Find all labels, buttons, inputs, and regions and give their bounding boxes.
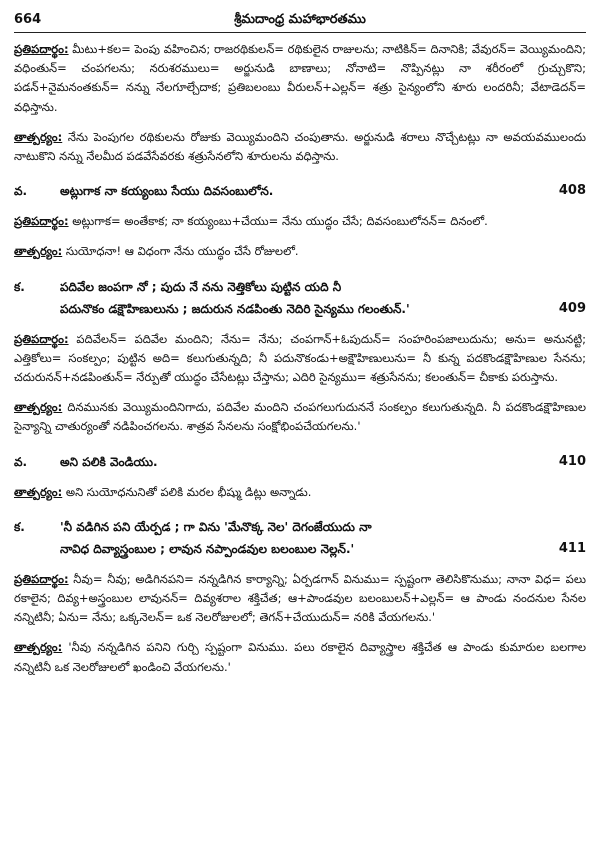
meaning-text: నేను పెంపుగల రథికులను రోజుకు వెయ్యిమందిని చంపుతాను. అర్జునుడి శరాలు నొచ్చేటట్లు నా అవయవములందు నాటుకొని నన్ను నేలమీద పడవేసేవరకు శత్రుసేనలోని శూరులను వధిస్తాను. bbox=[14, 129, 586, 164]
word-meaning-label: ప్రతిపదార్థం: bbox=[14, 214, 69, 229]
verse-number: 411 bbox=[558, 540, 586, 556]
verse-line: 'నీ వడిగిన పని యేర్పడ ; గా విను 'మేనొక్క నెల' దెగంజేయుదు నా bbox=[60, 519, 372, 534]
word-meaning-text: నీవు= నీవు; అడిగినపని= నన్నడిగిన కార్యాన్ని; ఏర్పడగాన్ వినుము= స్పష్టంగా తెలిసికొనుము; నానా విధ= పలు రకాలైన; దివ్య+అస్త్రంబుల లావునన్= దివ్యశరాల శక్తిచేత; ఆ+పాండవుల బలంబులన్+ఎల్లన్= ఆ పాండు నందనుల సేనల నన్నిటినీ; ఏను= నేను; ఒక్కనెలన్= ఒక నెలరోజులలో; తెగన్+చేయుదున్= నరికి వేయగలను.' bbox=[14, 571, 586, 625]
meaning-label: తాత్పర్యం: bbox=[14, 484, 63, 499]
verse-type: క. bbox=[14, 519, 25, 534]
meaning-label: తాత్పర్యం: bbox=[14, 400, 63, 415]
meaning-label: తాత్పర్యం: bbox=[14, 640, 63, 655]
verse-411 bbox=[14, 516, 586, 560]
running-title: శ్రీమదాంధ్ర మహాభారతము bbox=[234, 12, 366, 27]
verse-410 bbox=[14, 451, 586, 473]
verse-408 bbox=[14, 180, 586, 202]
meaning-paragraph bbox=[14, 398, 586, 436]
verse-line: పదునొకం డక్షౌహిణులును ; జదురున నడపింతు నెదిరి సైన్యము గలంతున్.' bbox=[60, 301, 410, 316]
page-number: 664 bbox=[14, 12, 42, 27]
verse-type: క. bbox=[14, 279, 25, 294]
verse-number: 409 bbox=[558, 300, 586, 316]
meaning-text: 'నీవు నన్నడిగిన పనిని గుర్చి స్పష్టంగా వినుము. పలు రకాలైన దివ్యాస్త్రాల శక్తిచేత ఆ పాండు కుమారుల బలగాల నన్నిటినీ ఒక నెలరోజులలో ఖండించి వేయగలను.' bbox=[14, 640, 587, 674]
meaning-label: తాత్పర్యం: bbox=[14, 244, 63, 259]
meaning-text: దినమునకు వెయ్యిమందినిగాదు, పదివేల మందిని చంపగలుగుదుననే సంకల్పం కలుగుతున్నది. నీ పదకొండక్షౌహిణుల సైన్యాన్ని చాతుర్యంతో నడిపించగలను. శాత్రవ సేనలను సంక్షోభింపచేయగలను.' bbox=[14, 400, 587, 434]
word-meaning-text: మీటు+కల= పెంపు వహించిన; రాజరథికులన్= రథికులైన రాజులను; నాటికిన్= దినానికి; వేవురన్= వెయ్యిమందిని; వధింతున్= చంపగలను; నరుశరములు= అర్జునుడి బాణాలు; నోనాటి= నొప్పినట్లు నా శరీరంలో గ్రుచ్చుకొని; పడన్+నైమనంతకున్= నన్ను నేలగూల్చేదాక; ప్రతిబలంబు వీరులన్+ఎల్లన్= శత్రు సైన్యంలోని శూరు లందరినీ; వేటాడెదన్= వధిస్తాను. bbox=[14, 42, 586, 114]
meaning-text: అని సుయోధనునితో పలికి మరల భీష్ము డిట్లు అన్నాడు. bbox=[65, 484, 312, 499]
word-meaning-paragraph bbox=[14, 212, 586, 231]
meaning-text: సుయోధనా! ఆ విధంగా నేను యుద్ధం చేసే రోజులలో. bbox=[65, 244, 299, 259]
word-meaning-paragraph bbox=[14, 570, 586, 628]
verse-line: పదివేల జంపగా నో ; పుదు నే నను నెత్తికోలు పుట్టిన యది నీ bbox=[60, 279, 342, 294]
verse-number: 408 bbox=[558, 183, 586, 199]
verse-line: అట్లుగాక నా కయ్యంబు సేయు దివసంబులోన. bbox=[60, 184, 274, 199]
word-meaning-label: ప్రతిపదార్థం: bbox=[14, 571, 69, 586]
page-content bbox=[14, 40, 586, 688]
verse-type: వ. bbox=[14, 184, 28, 199]
meaning-paragraph bbox=[14, 638, 586, 676]
verse-line: అని పలికి వెండియు. bbox=[60, 454, 158, 469]
page-header bbox=[14, 10, 586, 33]
meaning-label: తాత్పర్యం: bbox=[14, 129, 63, 144]
verse-line: నావిధ దివ్యాస్త్రంబుల ; లావున నప్పాండవుల బలంబుల నెల్లన్.' bbox=[60, 541, 355, 556]
word-meaning-text: అట్లుగాక= అంతేకాక; నా కయ్యంబు+చేయు= నేను యుద్ధం చేసే; దివసంబులోనన్= దినంలో. bbox=[72, 214, 488, 229]
word-meaning-label: ప్రతిపదార్థం: bbox=[14, 42, 69, 56]
word-meaning-text: పదివేలన్= పదివేల మందిని; నేను= నేను; చంపగాన్+ఓపుదున్= సంహరింపజాలుదును; అను= అనునట్టి; ఎత్తికోలు= సంకల్పం; పుట్టిన అది= కలుగుతున్నది; నీ పదునొకండు+అక్షౌహిణులును= నీ కున్న పదకొండక్షౌహిణుల సేనను; చదురునన్+నడపింతున్= నేర్పుతో యుద్ధం చేసేటట్లు చేస్తాను; ఎదిరి సైన్యము= శత్రుసేనను; కలంతున్= చీకాకు పరుస్తాను. bbox=[14, 331, 587, 385]
verse-number: 410 bbox=[558, 453, 586, 469]
meaning-paragraph bbox=[14, 242, 586, 261]
verse-409 bbox=[14, 276, 586, 320]
word-meaning-paragraph bbox=[14, 330, 586, 388]
meaning-paragraph bbox=[14, 483, 586, 502]
word-meaning-label: ప్రతిపదార్థం: bbox=[14, 331, 69, 346]
word-meaning-paragraph bbox=[14, 40, 586, 117]
meaning-paragraph bbox=[14, 128, 586, 166]
verse-type: వ. bbox=[14, 454, 28, 469]
